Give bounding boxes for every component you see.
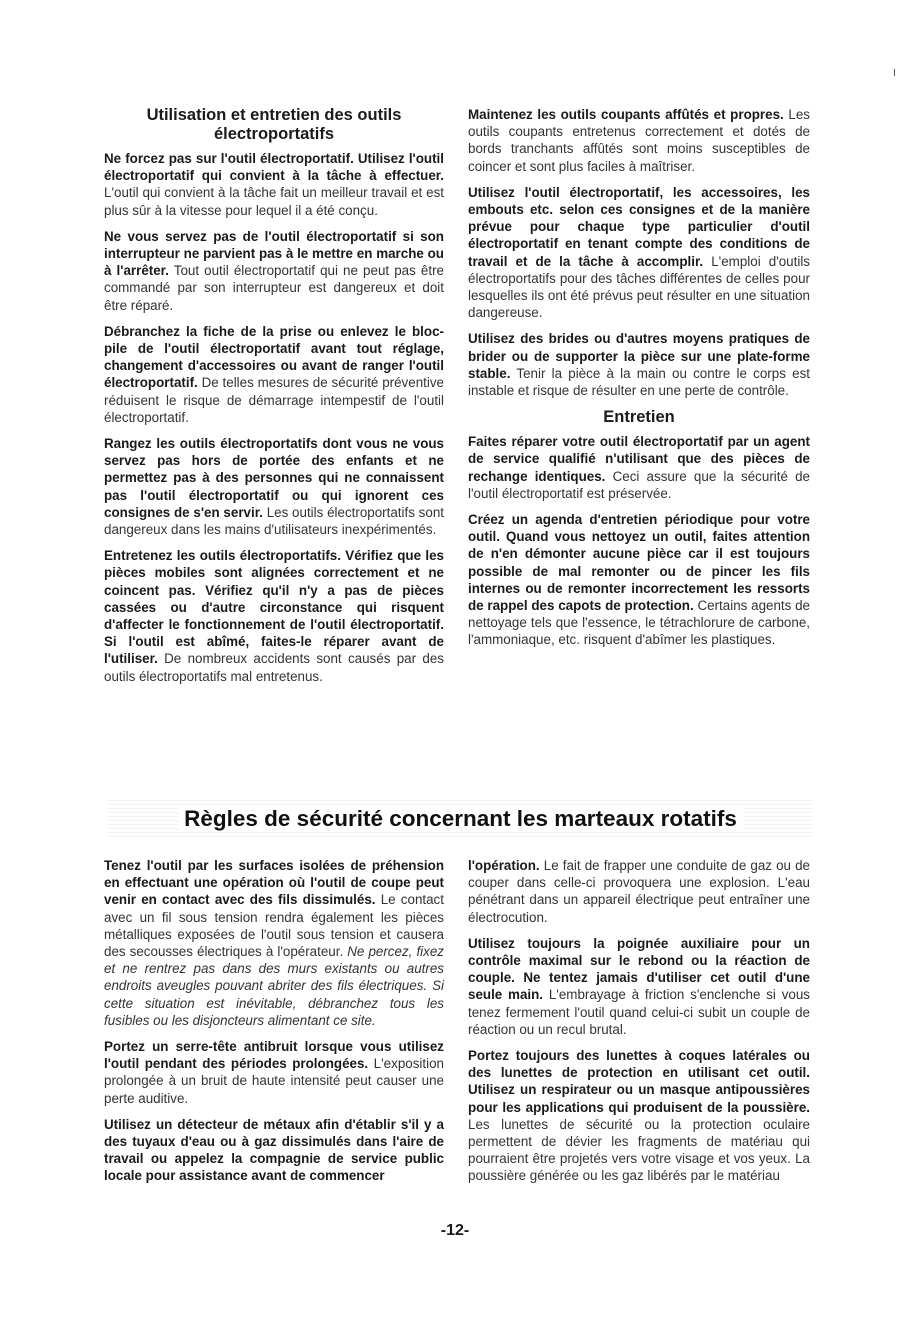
paragraph-bold: Tenez l'outil par les surfaces isolées de préhension en effectuant une opération où l'outil de coupe peut venir en contact avec des fils dissimulés. [104, 858, 444, 908]
paragraph-bold: Portez un serre-tête antibruit lorsque vous utilisez l'outil pendant des périodes prolongées. [104, 1039, 444, 1072]
section-usage-title-line1: Utilisation et entretien des outils [146, 106, 402, 124]
banner-title [108, 802, 813, 836]
paragraph-text: Ceci assure que la sécurité de l'outil électroportatif est préservée. [468, 468, 810, 501]
paragraph-text: L'emploi d'outils électroportatifs pour des tâches différentes de celles pour lesquelles ils ont été prévus peut résulter en une situation dangereuse. [468, 253, 810, 321]
paragraph-bold: Rangez les outils électroportatifs dont vous ne vous servez pas hors de portée des enfants et ne permettez pas à des personnes qui ne connaissent pas l'outil électroportatif ou qui ignorent ces consignes de s'en servir. [104, 436, 444, 520]
section-rotary-column-right [468, 857, 810, 1194]
paragraph [468, 330, 810, 399]
paragraph [468, 857, 810, 926]
section-usage-title-line2: électroportatifs [213, 125, 335, 143]
paragraph-text: Le fait de frapper une conduite de gaz ou de couper dans celle-ci provoquera une explosion. L'eau pénétrant dans un appareil électrique peut entraîner une électrocution. [468, 858, 810, 925]
paragraph-text: L'outil qui convient à la tâche fait un meilleur travail et est plus sûr à la vitesse pour lequel il a été conçu. [104, 185, 444, 218]
paragraph-bold: Utilisez l'outil électroportatif, les accessoires, les embouts etc. selon ces consignes et de la manière prévue pour chaque type particulier d'outil électroportatif en tenant compte des conditions de travail et de la tâche à accomplir. [468, 184, 810, 269]
page-number: -12- [440, 1222, 470, 1239]
paragraph-bold: Ne vous servez pas de l'outil électroportatif si son interrupteur ne parvient pas à le mettre en marche ou à l'arrêter. [104, 228, 444, 279]
paragraph [104, 150, 444, 219]
paragraph-text: Tout outil électroportatif qui ne peut pas être commandé par son interrupteur est dangereux et doit être réparé. [104, 263, 444, 313]
section-maintenance-title: Entretien [603, 408, 675, 427]
section-usage-column-right [468, 106, 810, 658]
paragraph-bold: Entretenez les outils électroportatifs. Vérifiez que les pièces mobiles sont alignées correctement et ne coincent pas. Vérifiez qu'il n'y a pas de pièces cassées ou d'autre circonstance qui risquent d'affecter le fonctionnement de l'outil électroportatif. Si l'outil est abîmé, faites-le réparer avant de l'utiliser. [104, 548, 444, 667]
paragraph-bold: l'opération. [468, 858, 540, 873]
paragraph-bold: Faites réparer votre outil électroportatif par un agent de service qualifié n'utilisant que des pièces de rechange identiques. [468, 434, 810, 484]
paragraph [104, 228, 444, 314]
paragraph [104, 1116, 444, 1185]
paragraph [468, 184, 810, 322]
paragraph [104, 1038, 444, 1107]
section-rotary-column-left [104, 857, 444, 1194]
paragraph-text: Les outils électroportatifs sont dangereux dans les mains d'utilisateurs inexpérimentés. [104, 504, 444, 538]
paragraph-text: De telles mesures de sécurité préventive réduisent le risque de démarrage intempestif de l'outil électroportatif. [104, 375, 444, 425]
paragraph-text: De nombreux accidents sont causés par des outils électroportatifs mal entretenus. [104, 651, 444, 684]
paragraph-text: Le contact avec un fil sous tension rendra également les pièces métalliques exposées de l'outil sous tension et causera des secousses électriques à l'opérateur. [104, 892, 444, 960]
paragraph [468, 433, 810, 502]
paragraph-bold: Utilisez un détecteur de métaux afin d'établir s'il y a des tuyaux d'eau ou à gaz dissimulés dans l'aire de travail ou appelez la compagnie de service public locale pour assistance avant de commencer [104, 1116, 444, 1184]
paragraph-bold: Ne forcez pas sur l'outil électroportatif. Utilisez l'outil électroportatif qui convient à la tâche à effectuer. [104, 151, 444, 184]
paragraph-text: L'embrayage à friction s'enclenche si vous tenez fermement l'outil quand celui-ci subit un couple de réaction ou un recul brutal. [468, 987, 810, 1037]
paragraph [104, 547, 444, 685]
paragraph [468, 511, 810, 649]
paragraph [104, 435, 444, 538]
paragraph [468, 1047, 810, 1185]
paragraph-text: Les lunettes de sécurité ou la protection oculaire permettent de dévier les fragments de matériau qui pourraient être projetés vers votre visage et vos yeux. La poussière générée ou les gaz libérés par le matériau [468, 1116, 810, 1184]
paragraph-text: Certains agents de nettoyage tels que l'essence, le tétrachlorure de carbone, l'ammoniaque, etc. risquent d'abîmer les plastiques. [468, 598, 810, 648]
paragraph-bold: Débranchez la fiche de la prise ou enlevez le bloc-pile de l'outil électroportatif avant tout réglage, changement d'accessoires ou avant de ranger l'outil électroportatif. [104, 323, 444, 391]
paragraph [468, 935, 810, 1038]
paragraph [104, 323, 444, 426]
section-banner [108, 798, 813, 840]
section-usage-title [104, 106, 444, 144]
paragraph-italic: Ne percez, fixez et ne rentrez pas dans des murs existants ou autres endroits aveugles pouvant abriter des fils électriques. Si cette situation est inévitable, débranchez tous les fusibles ou les disjoncteurs alimentant ce site. [104, 944, 444, 1028]
paragraph-bold: Utilisez des brides ou d'autres moyens pratiques de brider ou de supporter la pièce sur une plate-forme stable. [468, 331, 810, 381]
paragraph-text: Tenir la pièce à la main ou contre le corps est instable et risque de résulter en une perte de contrôle. [468, 365, 810, 399]
section-usage-column-left [104, 106, 444, 694]
banner-title-text: Règles de sécurité concernant les marteaux rotatifs [178, 806, 743, 831]
paragraph-bold: Maintenez les outils coupants affûtés et propres. [468, 107, 784, 122]
paragraph [104, 857, 444, 1029]
paragraph-bold: Créez un agenda d'entretien périodique pour votre outil. Quand vous nettoyez un outil, faites attention de n'en démonter aucune pièce car il est toujours possible de mal remonter ou de pincer les fils internes ou de remonter incorrectement les ressorts de rappel des capots de protection. [468, 512, 810, 614]
paragraph-text: L'exposition prolongée à un bruit de haute intensité peut causer une perte auditive. [104, 1056, 444, 1106]
corner-mark: I [893, 68, 896, 79]
paragraph [468, 106, 810, 175]
paragraph-bold: Utilisez toujours la poignée auxiliaire pour un contrôle maximal sur le rebond ou la réaction de couple. Ne tentez jamais d'utiliser cet outil d'une seule main. [468, 935, 810, 1003]
paragraph-bold: Portez toujours des lunettes à coques latérales ou des lunettes de protection en utilisant cet outil. Utilisez un respirateur ou un masque antipoussières pour les applications qui produisent de la poussière. [468, 1048, 810, 1115]
paragraph-text: Les outils coupants entretenus correctement et dotés de bords tranchants affûtés sont moins susceptibles de coincer et sont plus faciles à maîtriser. [468, 107, 810, 174]
